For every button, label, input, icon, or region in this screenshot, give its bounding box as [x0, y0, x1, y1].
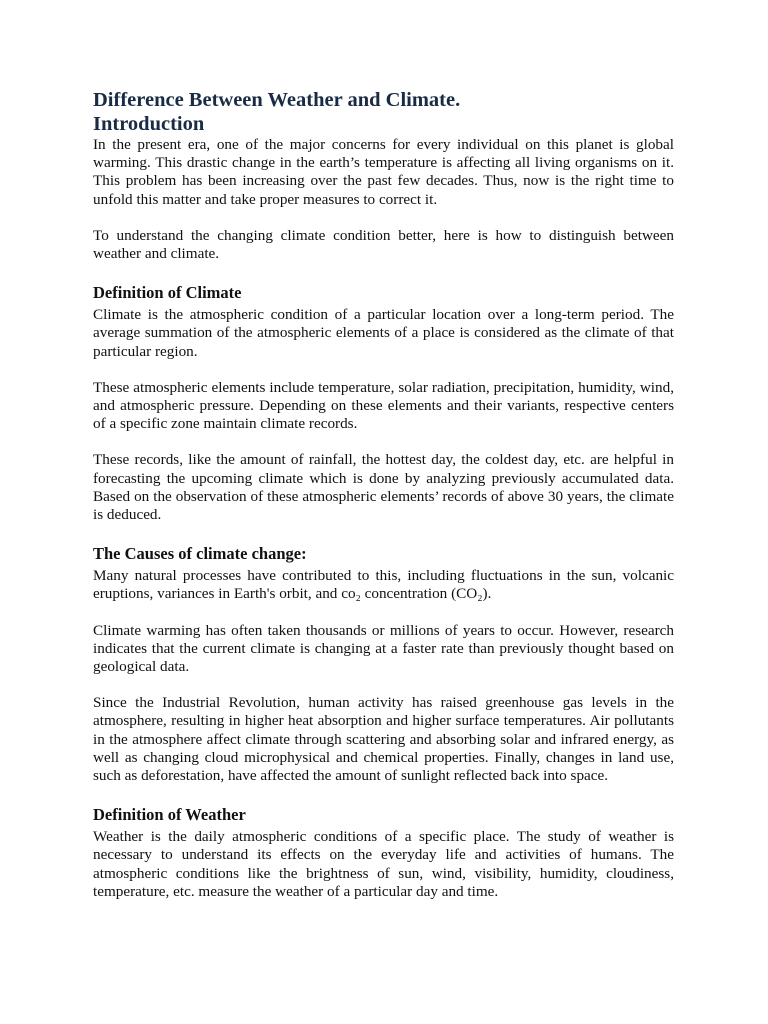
climate-paragraph: These records, like the amount of rainfall, the hottest day, the coldest day, etc. are helpful in forecasting the upcoming climate which is done by analyzing previously accumulated data. Based on the observation of these atmospheric elements’ records of above 30 years, the climate is deduced.: [93, 451, 674, 524]
section-heading-climate-definition: Definition of Climate: [93, 283, 242, 303]
causes-paragraph: Many natural processes have contributed to this, including fluctuations in the sun, volcanic eruptions, variances in Earth's orbit, and co₂ concentration (CO₂).: [93, 567, 674, 603]
climate-paragraph: Climate is the atmospheric condition of a particular location over a long-term period. The average summation of the atmospheric elements of a place is considered as the climate of that particular region.: [93, 306, 674, 360]
weather-paragraph: Weather is the daily atmospheric conditions of a specific place. The study of weather is necessary to understand its effects on the everyday life and activities of humans. The atmospheric conditions like the brightness of sun, wind, visibility, humidity, cloudiness, temperature, etc. measure the weather of a particular day and time.: [93, 828, 674, 900]
section-heading-weather-definition: Definition of Weather: [93, 805, 246, 825]
causes-paragraph: Since the Industrial Revolution, human activity has raised greenhouse gas levels in the atmosphere, resulting in higher heat absorption and higher surface temperatures. Air pollutants in the atmosphere affect climate through scattering and absorbing solar and infrared energy, as well as changing cloud microphysical and chemical properties. Finally, changes in land use, such as deforestation, have affected the amount of sunlight reflected back into space.: [93, 694, 674, 785]
climate-paragraph: These atmospheric elements include temperature, solar radiation, precipitation, humidity, wind, and atmospheric pressure. Depending on these elements and their variants, respective centers of a specific zone maintain climate records.: [93, 378, 674, 433]
document-page: [93, 88, 674, 901]
intro-paragraph: In the present era, one of the major concerns for every individual on this planet is global warming. This drastic change in the earth’s temperature is affecting all living organisms on it. This problem has been increasing over the past few decades. Thus, now is the right time to unfold this matter and take proper measures to correct it.: [93, 136, 674, 208]
intro-paragraph: To understand the changing climate condition better, here is how to distinguish between weather and climate.: [93, 226, 674, 263]
causes-paragraph: Climate warming has often taken thousands or millions of years to occur. However, research indicates that the current climate is changing at a faster rate than previously thought based on geological data.: [93, 621, 674, 676]
document-title: Difference Between Weather and Climate.: [93, 89, 461, 111]
section-heading-climate-causes: The Causes of climate change:: [93, 544, 307, 564]
intro-heading: Introduction: [93, 113, 205, 135]
